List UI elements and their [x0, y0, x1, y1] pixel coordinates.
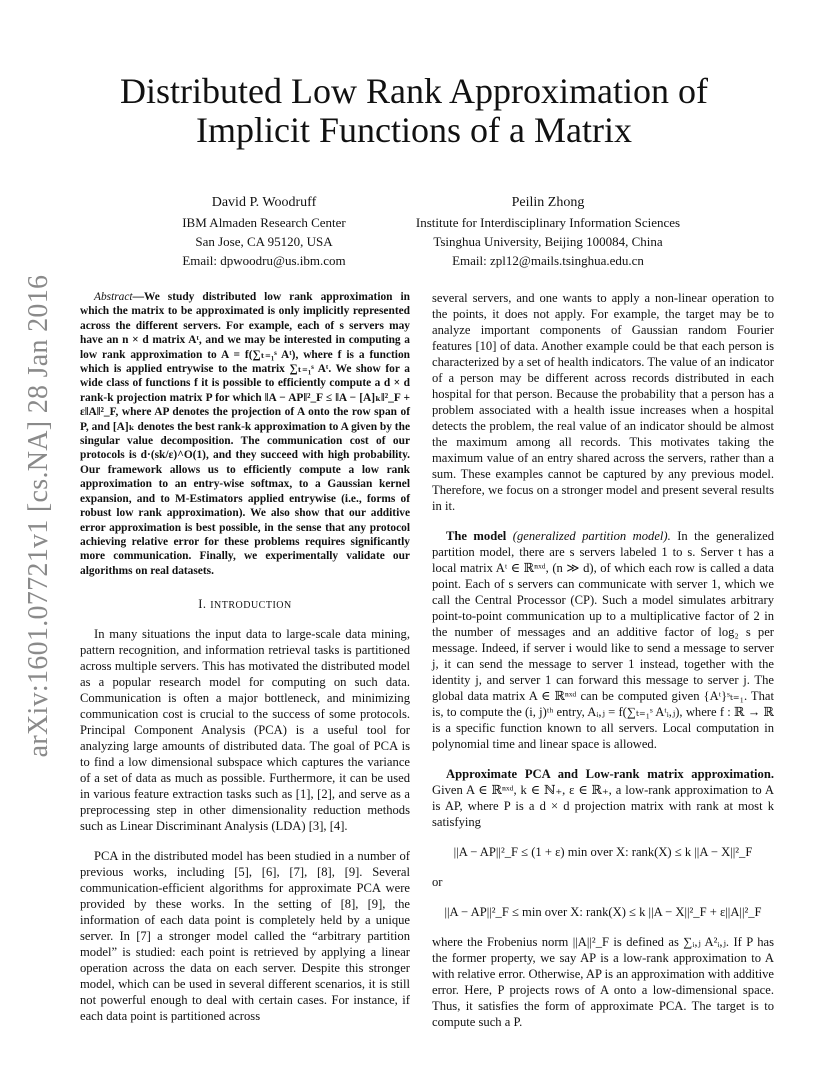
paragraph: where the Frobenius norm ||A||²_F is defined as ∑ᵢ,ⱼ A²ᵢ,ⱼ. If P has the former property, we say AP is a low-rank approximation to A with relative error. Otherwise, AP is an approximation with additive error. Here, P projects rows of A onto a low-dimensional space. Thus, it satisfies the form of approximate PCA. The target is to compute such a P. — [432, 935, 774, 1029]
pca-paragraph: Approximate PCA and Low-rank matrix approximation. Given A ∈ ℝⁿˣᵈ, k ∈ ℕ₊, ε ∈ ℝ₊, a low-rank approximation to A is AP, where P is a d × d projection matrix with rank at most k satisfying — [432, 767, 774, 829]
author-affiliation: IBM Almaden Research Center — [182, 215, 346, 230]
equation-2: ||A − AP||²_F ≤ min over X: rank(X) ≤ k ||A − X||²_F + ε||A||²_F — [444, 905, 762, 919]
left-column — [80, 290, 410, 1024]
model-paragraph: The model (generalized partition model). In the generalized partition model, there are s servers labeled 1 to s. Server t has a local matrix Aᵗ ∈ ℝⁿˣᵈ, (n ≫ d), of which each row is called a data point. Each of s servers can communicate with server 1, which we call the Central Processor (CP). Such a model simulates arbitrary point-to-point communication up to a multiplicative factor of 2 in the number of messages and an additive factor of log₂ s per message. Indeed, if server i would like to send a message to server j, it can send the message to server 1 instead, together with the identity j, and server 1 can forward this message to server j. The global data matrix A ∈ ℝⁿˣᵈ can be computed given {Aᵗ}ˢₜ₌₁. That is, to compute the (i, j)ᵗʰ entry, Aᵢ,ⱼ = f(∑ₜ₌₁ˢ Aᵗᵢ,ⱼ), where f : ℝ → ℝ is a specific function known to all servers. Local computation in polynomial time and linear space is allowed. — [432, 529, 774, 751]
paragraph: several servers, and one wants to apply a non-linear operation to the points, it does not apply. For example, the target may be to analyze important components of Gaussian random Fourier features [10] of data. Another example could be that each person is characterized by a set of health indicators. The value of an indicator of a person may be different across records distributed in each hospital for that person. Because the probability that a person has a problem associated with a health issue increases when a hospital detects the problem, the real value of an indicator should be almost the maximum among all records. This motivates taking the maximum value of an entry shared across the servers, rather than a sum. These examples cannot be captured by any previous model. Therefore, we focus on a stronger model and present several results in it. — [432, 291, 774, 513]
paragraph: PCA in the distributed model has been studied in a number of previous works, including [5], [6], [7], [8], [9]. Several communication-efficient algorithms for approximate PCA were provided by these works. In the setting of [8], [9], the information of each data point is completely held by a unique server. In [7] a stronger model called the “arbitrary partition model” is studied: each point is retrieved by applying a linear operation across the data on each server. Despite this stronger model, which can be used in several different scenarios, it is still not powerful enough to deal with certain cases. For instance, if each data point is partitioned across — [80, 849, 410, 1024]
author-name: David P. Woodruff — [211, 195, 317, 210]
author-name: Peilin Zhong — [511, 195, 585, 210]
paper-title: Distributed Low Rank Approximation of Implicit Functions of a Matrix — [120, 71, 708, 150]
author-address: Tsinghua University, Beijing 100084, China — [433, 234, 663, 249]
abstract: Abstract—We study distributed low rank approximation in which the matrix to be approximated is only implicitly represented across the different servers. For example, each of s servers may have an n × d matrix Aᵗ, and we may be interested in computing a low rank approximation to A = f(∑ₜ₌₁ˢ Aᵗ), where f is a function which is applied entrywise to the matrix ∑ₜ₌₁ˢ Aᵗ. We show for a wide class of functions f it is possible to efficiently compute a d × d rank-k projection matrix P for which ‖A − AP‖²_F ≤ ‖A − [A]ₖ‖²_F + ε‖A‖²_F, where AP denotes the projection of A onto the row span of P, and [A]ₖ denotes the best rank-k approximation to A given by the singular value decomposition. The communication cost of our protocols is d·(sk/ε)^O(1), and they succeed with high probability. Our framework allows us to efficiently compute a low rank approximation to an entry-wise softmax, to a Gaussian kernel expansion, and to M-Estimators applied entrywise (i.e., forms of robust low rank approximation). We also show that our additive error approximation is best possible, in the sense that any protocol achieving relative error for these problems requires significantly more communication. Finally, we experimentally validate our algorithms on real datasets. — [80, 291, 410, 577]
author-email: Email: dpwoodru@us.ibm.com — [182, 253, 346, 268]
author-email: Email: zpl12@mails.tsinghua.edu.cn — [452, 253, 644, 268]
section-heading: I. INTRODUCTION — [198, 597, 292, 612]
author-address: San Jose, CA 95120, USA — [195, 234, 333, 249]
right-column — [432, 290, 774, 1030]
or-text: or — [432, 875, 443, 889]
equation-1: ||A − AP||²_F ≤ (1 + ε) min over X: rank(X) ≤ k ||A − X||²_F — [453, 845, 753, 859]
paragraph: In many situations the input data to large-scale data mining, pattern recognition, and information retrieval tasks is partitioned across multiple servers. This has motivated the distributed model as a popular research model for computing on such data. Communication is often a major bottleneck, and minimizing communication cost is crucial to the success of some protocols. Principal Component Analysis (PCA) is a useful tool for analyzing large amounts of distributed data. The goal of PCA is to find a low dimensional subspace which captures the variance of a set of data as much as possible. Furthermore, it can be used in various feature extraction tasks such as [1], [2], and serve as a preprocessing step in other dimensionality reduction methods such as Linear Discriminant Analysis (LDA) [3], [4]. — [80, 627, 410, 834]
arxiv-stamp: arXiv:1601.07721v1 [cs.NA] 28 Jan 2016 — [23, 274, 54, 758]
author-block-2 — [400, 193, 696, 270]
author-affiliation: Institute for Interdisciplinary Information Sciences — [415, 215, 681, 230]
author-block-1 — [120, 193, 408, 270]
